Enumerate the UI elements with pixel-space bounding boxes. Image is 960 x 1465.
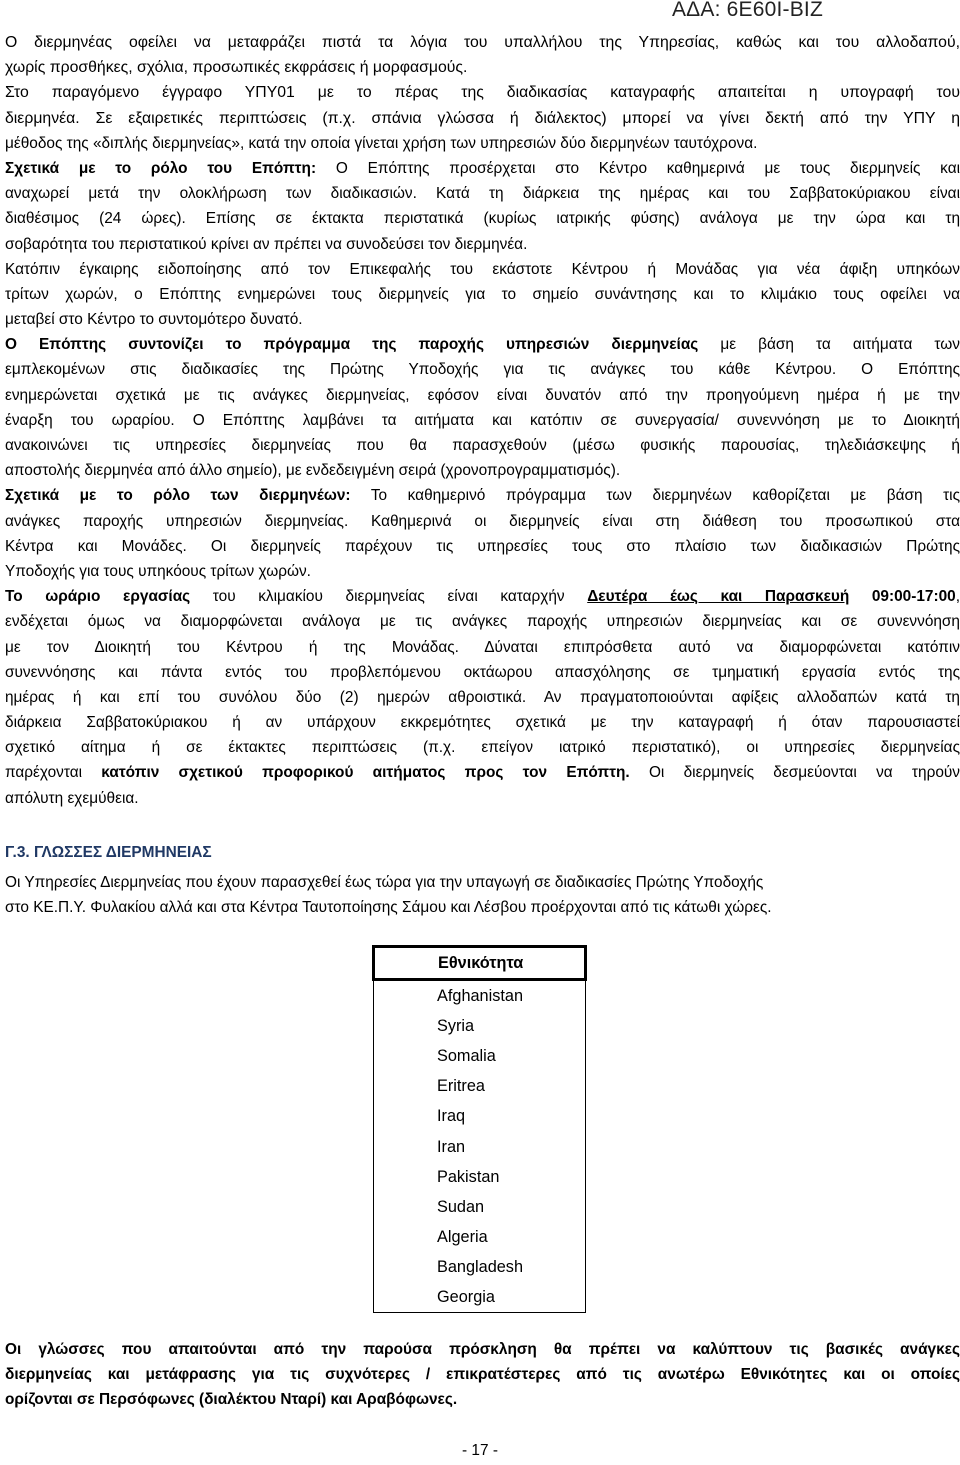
table-row [374, 1011, 586, 1041]
table-header-cell: Εθνικότητα [374, 947, 586, 980]
body-line: απόλυτη εχεμύθεια. [5, 789, 139, 807]
page-number: - 17 - [462, 1442, 498, 1459]
line-segment: Οι διερμηνείς δεσμεύονται να τηρούν [629, 764, 960, 782]
body-line: σχετικό αίτημα ή σε έκτακτες περιπτώσεις (π.χ. επείγον ιατρικό περιστατικό), οι υπηρεσίες διερμηνείας [5, 739, 960, 757]
closing-paragraph [5, 1337, 960, 1413]
intro-line: Οι Υπηρεσίες Διερμηνείας που έχουν παρασχεθεί έως τώρα για την υπαγωγή σε διαδικασίες Πρώτης Υποδοχής [5, 874, 764, 891]
table-row [374, 1132, 586, 1162]
line-rest: Ο Επόπτης προσέρχεται στο Κέντρο καθημερινά με τους διερμηνείς και [316, 159, 960, 177]
line-rest: Το καθημερινό πρόγραμμα των διερμηνέων καθορίζεται με βάση τις [350, 487, 960, 505]
body-line: Κατόπιν έγκαιρης ειδοποίησης από τον Επικεφαλής του εκάστοτε Κέντρου ή Μονάδας για νέα άφιξη υπηκόων [5, 260, 960, 278]
ada-code: ΑΔΑ: 6Ε60Ι-ΒΙΖ [671, 0, 823, 21]
section-intro [5, 870, 960, 920]
table-row [374, 980, 586, 1012]
nationality-cell: Pakistan [374, 1162, 586, 1192]
body-line [5, 332, 960, 357]
body-line: ανάγκες παροχής υπηρεσιών διερμηνείας. Καθημερινά οι διερμηνείς είναι στη διάθεση του προσωπικού στα [5, 512, 960, 530]
nationality-cell: Iran [374, 1132, 586, 1162]
nationality-table [372, 945, 587, 1313]
table-row [374, 1041, 586, 1071]
body-line: διαθέσιμος (24 ώρες). Επίσης σε έκτακτα περιστατικά (κυρίως ιατρικής φύσης) ανάλογα με την ώρα και τη [5, 210, 960, 228]
bold-lead: Ο Επόπτης συντονίζει το πρόγραμμα της παροχής υπηρεσιών διερμηνείας [5, 336, 699, 354]
bold-lead: Σχετικά με το ρόλο των διερμηνέων: [5, 487, 351, 505]
line-segment: Το ωράριο εργασίας [5, 588, 191, 606]
body-line: αποστολής διερμηνέα από άλλο σημείο), με ενδεδειγμένη σειρά (χρονοπρογραμματισμός). [5, 462, 621, 480]
line-segment: παρέχονται [5, 764, 102, 782]
line-segment: Δευτέρα έως και Παρασκευή [587, 588, 850, 606]
body-line: χωρίς προσθήκες, σχόλια, προσωπικές εκφράσεις ή μορφασμούς. [5, 59, 468, 77]
body-line [5, 483, 960, 508]
body-line: μέθοδος της «διπλής διερμηνείας», κατά την οποία γίνεται χρήση των υπηρεσιών δύο διερμηνέων ταυτόχρονα. [5, 134, 758, 152]
table-row [374, 1071, 586, 1101]
body-line: έναρξη του ωραρίου. Ο Επόπτης λαμβάνει τα αιτήματα και κατόπιν σε συνεργασία/ συνεννόηση με το Διοικητή [5, 411, 960, 429]
section-heading: Γ.3. ΓΛΩΣΣΕΣ ΔΙΕΡΜΗΝΕΙΑΣ [5, 844, 212, 861]
body-line [5, 584, 960, 609]
body-line: διάρκεια Σαββατοκύριακου ή αν υπάρχουν εκκρεμότητες σχετικά με την καταγραφή ή όταν παρουσιαστεί [5, 714, 960, 732]
body-line: με τον Διοικητή του Κέντρου ή της Μονάδας. Δύναται επιπρόσθετα αυτό να διαμορφώνεται κατόπιν [5, 638, 960, 656]
nationality-cell: Sudan [374, 1192, 586, 1222]
closing-line: ορίζονται σε Περσόφωνες (διαλέκτου Νταρί) και Αραβόφωνες. [5, 1391, 458, 1409]
body-line: Στο παραγόμενο έγγραφο ΥΠΥ01 με το πέρας της διαδικασίας καταγραφής απαιτείται η υπογραφή του [5, 84, 960, 102]
table-row [374, 1101, 586, 1131]
body-line [5, 760, 960, 785]
body-line: διερμηνέα. Σε εξαιρετικές περιπτώσεις (π.χ. σπάνια γλώσσα ή διάλεκτος) μπορεί να γίνει δεκτή από την ΥΠΥ η [5, 109, 960, 127]
body-line: ενδέχεται όμως να διαμορφώνεται ανάλογα με τις ανάγκες παροχής υπηρεσιών διερμηνείας και σε συνεννόηση [5, 613, 960, 631]
line-segment: 09:00-17:00 [849, 588, 956, 606]
body-line: αναχωρεί μετά την ολοκλήρωση των διαδικασιών. Κατά τη διάρκεια της ημέρας και του Σαββατοκύριακου είναι [5, 185, 960, 203]
nationality-cell: Bangladesh [374, 1252, 586, 1282]
closing-line: διερμηνείας και μετάφρασης για τις συχνότερες / επικρατέστερες από τις ανωτέρω Εθνικότητες και οι οποίες [5, 1366, 960, 1384]
body-line: συνεννόησης και πάντα εντός του προβλεπόμενου οκτάωρου απασχόλησης σε τμηματική εργασία εντός της [5, 663, 960, 681]
body-line: ημέρας ή και επί του συνόλου δύο (2) ημερών αθροιστικά. Αν πραγματοποιούνται αφίξεις αλλοδαπών κατά τη [5, 688, 960, 706]
line-rest: με βάση τα αιτήματα των [698, 336, 960, 354]
table-row [374, 1192, 586, 1222]
body-text [5, 30, 960, 811]
body-line: Ο διερμηνέας οφείλει να μεταφράζει πιστά τα λόγια του υπαλλήλου της Υπηρεσίας, καθώς και του αλλοδαπού, [5, 34, 960, 51]
nationality-cell: Eritrea [374, 1071, 586, 1101]
line-segment: κατόπιν σχετικού προφορικού αιτήματος προς τον Επόπτη. [101, 764, 630, 782]
table-row [374, 1282, 586, 1313]
nationality-cell: Somalia [374, 1041, 586, 1071]
body-line [5, 156, 960, 181]
table-header-row [374, 947, 586, 980]
intro-line: στο ΚΕ.Π.Υ. Φυλακίου αλλά και στα Κέντρα Ταυτοποίησης Σάμου και Λέσβου προέρχονται από τις κάτωθι χώρες. [5, 899, 772, 917]
body-line: εμπλεκομένων στις διαδικασίες της Πρώτης Υποδοχής για τις ανάγκες του κάθε Κέντρου. Ο Επόπτης [5, 361, 960, 379]
body-line: τρίτων χωρών, ο Επόπτης ενημερώνει τους διερμηνείς για το σημείο συνάντησης και το κλιμάκιο τους οφείλει να [5, 285, 960, 303]
body-line: ενημερώνεται σχετικά με τις ανάγκες διερμηνείας, εφόσον είναι δυνατόν από την προηγούμενη ημέρα ή με την [5, 386, 960, 404]
body-line: Κέντρα και Μονάδες. Οι διερμηνείς παρέχουν τις υπηρεσίες τους στο πλαίσιο των διαδικασιών Πρώτης [5, 537, 960, 555]
body-line: ανακοινώνει τις υπηρεσίες διερμηνείας που θα παρασχεθούν (μέσω φυσικής παρουσίας, τηλεδιάσκεψης ή [5, 437, 960, 454]
table-row [374, 1252, 586, 1282]
nationality-cell: Syria [374, 1011, 586, 1041]
closing-line: Οι γλώσσες που απαιτούνται από την παρούσα πρόσκληση θα πρέπει να καλύπτουν τις βασικές ανάγκες [5, 1341, 960, 1358]
nationality-cell: Georgia [374, 1282, 586, 1313]
table-row [374, 1222, 586, 1252]
body-line: σοβαρότητα του περιστατικού κρίνει αν πρέπει να συνοδεύσει τον διερμηνέα. [5, 235, 528, 253]
nationality-cell: Afghanistan [374, 980, 586, 1012]
line-segment: , [955, 588, 960, 606]
body-line: Υποδοχής για τους υπηκόους τρίτων χωρών. [5, 562, 311, 580]
table-row [374, 1162, 586, 1192]
bold-lead: Σχετικά με το ρόλο του Επόπτη: [5, 159, 317, 177]
nationality-cell: Iraq [374, 1101, 586, 1131]
body-line: μεταβεί στο Κέντρο το συντομότερο δυνατό. [5, 311, 303, 329]
nationality-cell: Algeria [374, 1222, 586, 1252]
line-segment: του κλιμακίου διερμηνείας είναι καταρχήν [190, 588, 588, 606]
